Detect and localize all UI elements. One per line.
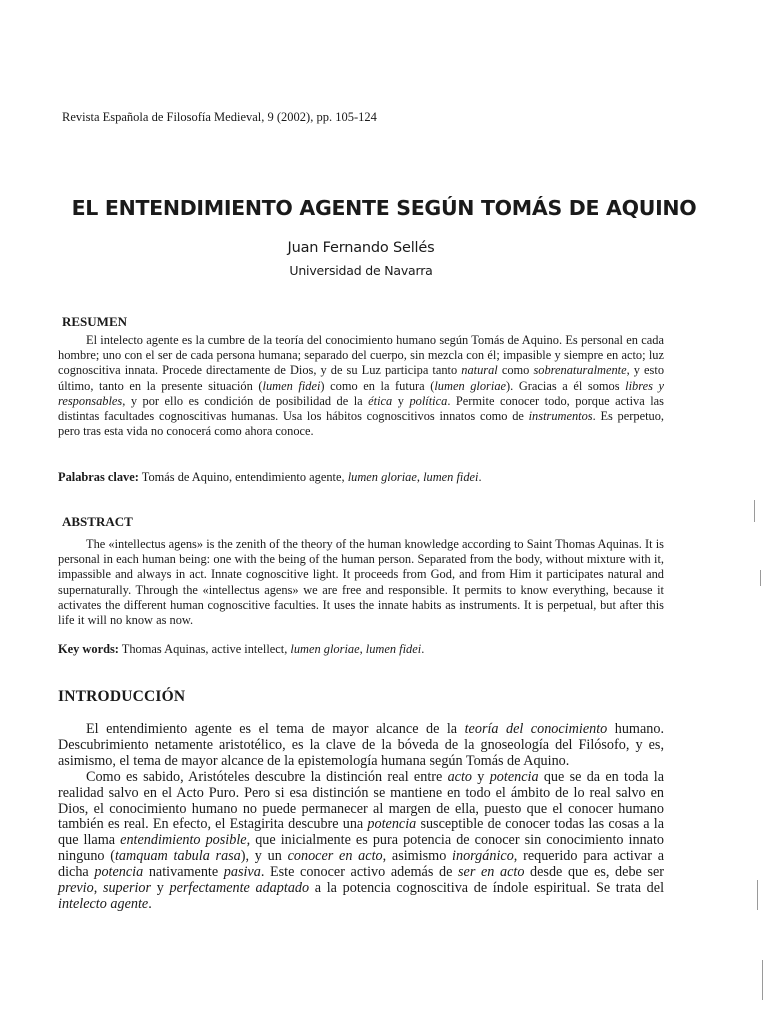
scan-edge-mark — [760, 570, 761, 586]
journal-reference: Revista Española de Filosofía Medieval, 9 (2002), pp. 105-124 — [62, 110, 377, 124]
abstract-body — [58, 537, 664, 628]
key-words-label: Key words: — [58, 642, 119, 656]
palabras-clave: Palabras clave: Tomás de Aquino, entendimiento agente, lumen gloriae, lumen fidei. — [58, 470, 482, 484]
introduccion-paragraph-2: Como es sabido, Aristóteles descubre la distinción real entre acto y potencia que se da en toda la realidad salvo en el Acto Puro. Pero si esa distinción se mantiene en todo el ámbito de lo real salvo en Dios, el conocimiento humano no puede permanecer al margen de ella, puesto que el conocer humano también es real. En efecto, el Estagirita descubre una potencia susceptible de conocer todas las cosas a la que llama entendimiento posible, que inicialmente es pura potencia de conocer sin conocimiento innato ninguno (tamquam tabula rasa), y un conocer en acto, asimismo inorgánico, requerido para activar a dicha potencia nativamente pasiva. Este conocer activo además de ser en acto desde que es, debe ser previo, superior y perfectamente adaptado a la potencia cognoscitiva de índole espiritual. Se trata del intelecto agente. — [58, 768, 665, 912]
palabras-clave-label: Palabras clave: — [58, 470, 139, 484]
abstract-paragraph: The «intellectus agens» is the zenith of the theory of the human knowledge according to Saint Thomas Aquinas. It is personal in each human being: one with the being of the human person. Separated from the body, without mixture with it, impassible and always in act. Innate cognoscitive light. It proceeds from God, and from Him it participates natural and supernaturally. Through the «intellectus agens» we are free and responsible. It permits to know everything, because it activates the different human cognoscitive faculties. It uses the innate habits as instruments. It is perpetual, but after this life it will no know as now. — [58, 537, 664, 628]
scan-edge-mark — [754, 500, 755, 522]
resumen-paragraph: El intelecto agente es la cumbre de la teoría del conocimiento humano según Tomás de Aquino. Es personal en cada hombre; uno con el ser de cada persona humana; separado del cuerpo, sin mezcla con él; impasible y siempre en acto; luz cognoscitiva innata. Procede directamente de Dios, y de su Luz participa tanto natural como sobrenaturalmente, y esto último, tanto en la presente situación (lumen fidei) como en la futura (lumen gloriae). Gracias a él somos libres y responsables, y por ello es condición de posibilidad de la ética y política. Permite conocer todo, porque activa las distintas facultades cognoscitivas humanas. Usa los hábitos cognoscitivos innatos como de instrumentos. Es perpetuo, pero tras esta vida no conocerá como ahora conoce. — [58, 333, 665, 439]
introduccion-paragraph-1: El entendimiento agente es el tema de mayor alcance de la teoría del conocimiento humano. Descubrimiento netamente aristotélico, es la clave de la bóveda de la gnoseología del Filósofo, y es, asimismo, el tema de mayor alcance de la epistemología humana según Tomás de Aquino. — [58, 721, 664, 769]
author-affiliation: Universidad de Navarra — [289, 263, 433, 278]
author-name: Juan Fernando Sellés — [287, 240, 435, 256]
introduccion-body — [58, 722, 664, 913]
article-title: EL ENTENDIMIENTO AGENTE SEGÚN TOMÁS DE AQUINO — [71, 196, 697, 220]
abstract-heading: ABSTRACT — [62, 514, 133, 529]
scan-edge-mark — [762, 960, 763, 1000]
introduccion-heading: INTRODUCCIÓN — [58, 688, 186, 705]
scan-edge-mark — [757, 880, 758, 910]
resumen-heading: RESUMEN — [62, 314, 128, 329]
resumen-body — [58, 333, 664, 439]
key-words: Key words: Thomas Aquinas, active intellect, lumen gloriae, lumen fidei. — [58, 642, 425, 656]
